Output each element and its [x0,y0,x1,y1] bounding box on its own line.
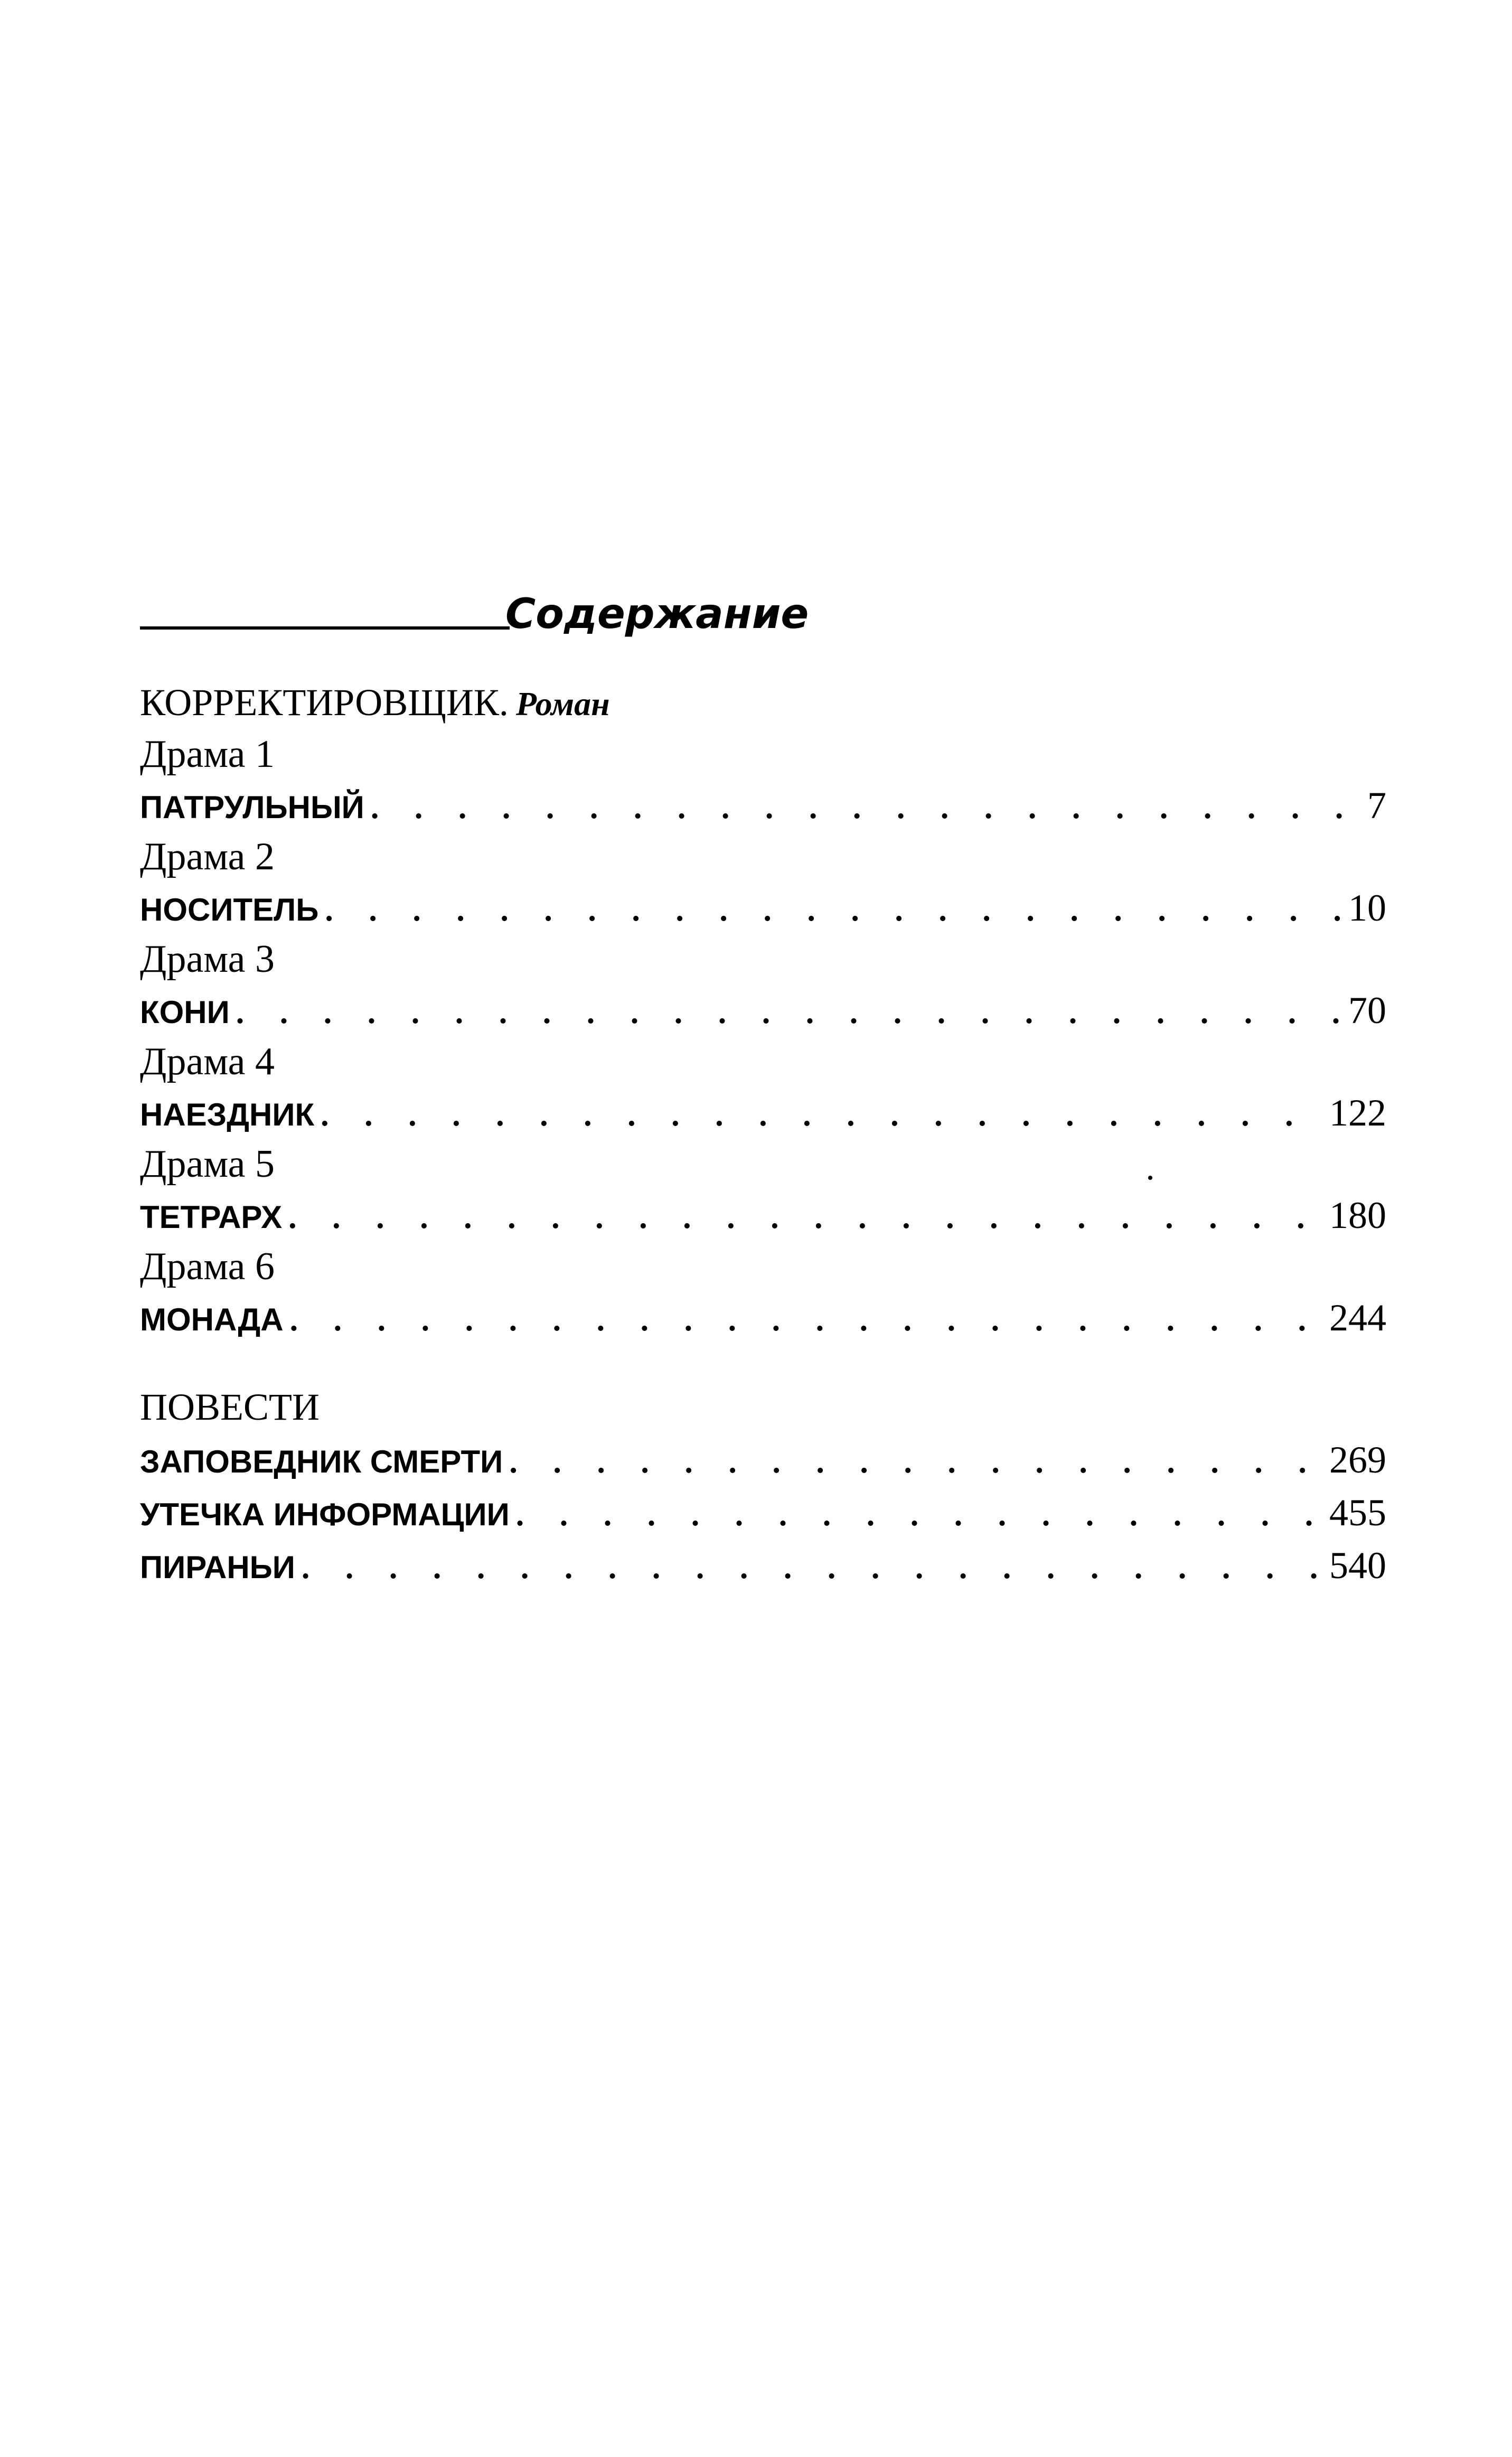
toc-entry-piranyi[interactable] [140,1539,1386,1592]
entry-page-number: 70 [1348,989,1386,1031]
novel-title-line [140,676,1386,729]
toc-entry-koni[interactable] [140,984,1386,1036]
toc-entry-patrulny[interactable] [140,780,1386,831]
entry-page-number: 180 [1329,1194,1386,1236]
novel-genre: Роман [515,685,610,723]
entry-title: КОНИ [140,995,230,1030]
dot-leader [290,1294,1323,1346]
entry-title: ПИРАНЬИ [140,1550,295,1585]
entry-title: МОНАДА [140,1302,284,1337]
entry-title: НОСИТЕЛЬ [140,892,319,927]
print-speck [1148,1176,1152,1180]
dot-leader [302,1541,1323,1594]
toc-entry-tetrarh[interactable] [140,1189,1386,1241]
entry-page-number: 122 [1329,1092,1386,1134]
dot-leader [516,1488,1323,1541]
part-label-4: Драма 4 [140,1040,275,1083]
entry-page-number: 244 [1329,1297,1386,1339]
povesti-title: ПОВЕСТИ [140,1386,320,1428]
entry-page-number: 269 [1329,1439,1386,1481]
dot-leader [321,1089,1323,1141]
novel-title: КОРРЕКТИРОВЩИК. [140,681,509,724]
dot-leader [325,884,1342,936]
entry-title: НАЕЗДНИК [140,1097,315,1132]
entry-title: ЗАПОВЕДНИК СМЕРТИ [140,1444,503,1479]
dot-leader [509,1436,1323,1488]
toc-entry-naezdnik[interactable] [140,1087,1386,1139]
dot-leader [236,987,1342,1038]
contents-heading [140,586,1386,639]
entry-page-number: 7 [1367,784,1386,827]
entry-title: УТЕЧКА ИНФОРМАЦИИ [140,1497,510,1532]
table-of-contents [140,586,1386,1592]
dot-leader [288,1192,1323,1243]
heading-rule [140,626,510,630]
toc-entry-nositel[interactable] [140,882,1386,934]
part-label-1: Драма 1 [140,733,275,776]
part-label-3: Драма 3 [140,937,275,981]
toc-entry-monada[interactable] [140,1292,1386,1344]
entry-page-number: 455 [1329,1492,1386,1534]
dot-leader [371,782,1361,833]
entry-title: ПАТРУЛЬНЫЙ [140,790,364,825]
entry-page-number: 10 [1348,887,1386,929]
entry-title: ТЕТРАРХ [140,1199,283,1235]
toc-entry-zapovednik-smerti[interactable] [140,1433,1386,1486]
entry-page-number: 540 [1329,1544,1386,1587]
part-label-5: Драма 5 [140,1142,275,1186]
page-title: Содержание [505,590,809,638]
part-label-2: Драма 2 [140,835,275,878]
part-label-6: Драма 6 [140,1245,275,1288]
toc-entry-utechka-informacii[interactable] [140,1486,1386,1539]
povesti-section [140,1381,1386,1592]
